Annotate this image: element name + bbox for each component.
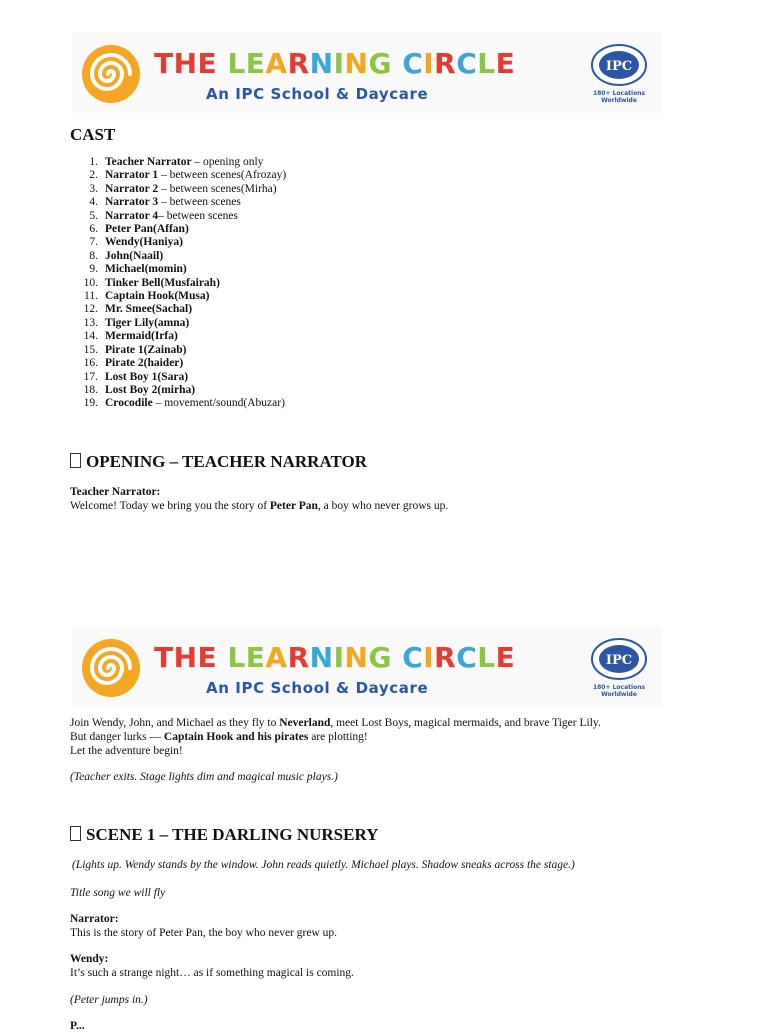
title-letter: L: [227, 47, 246, 80]
cast-item: 15. Pirate 1(Zainab): [83, 343, 187, 356]
intro-line-1: Join Wendy, John, and Michael as they fly to Neverland, meet Lost Boys, magical mermaids, and brave Tiger Lily.: [70, 717, 601, 729]
cast-heading: CAST: [70, 125, 116, 144]
school-banner: [72, 627, 662, 707]
cast-item: 17. Lost Boy 1(Sara): [83, 370, 189, 383]
seal-letters: IPC: [605, 59, 633, 74]
seal-caption: 180+ Locations Worldwide: [592, 684, 646, 698]
cast-item: 4. Narrator 3 – between scenes: [89, 196, 241, 209]
seal-letters: IPC: [605, 653, 633, 668]
title-letter: E: [197, 47, 218, 80]
title-letter: C: [402, 47, 424, 80]
cast-item: 2. Narrator 1 – between scenes(Afrozay): [89, 169, 287, 182]
speaker-label: Narrator:: [70, 913, 119, 925]
cast-item: 14. Mermaid(Irfa): [83, 330, 178, 343]
seal-caption: 180+ Locations Worldwide: [592, 90, 646, 104]
title-letter: R: [287, 641, 310, 674]
title-letter: E: [197, 641, 218, 674]
cast-item: 13. Tiger Lily(amna): [83, 316, 190, 329]
title-letter: R: [287, 47, 310, 80]
opening-line: Welcome! Today we bring you the story of Peter Pan, a boy who never grows up.: [70, 500, 449, 512]
banner-subtitle: An IPC School & Daycare: [206, 85, 429, 103]
title-letter: G: [368, 47, 392, 80]
intro-line-2: But danger lurks — Captain Hook and his pirates are plotting!: [70, 731, 368, 743]
opening-heading: OPENING – TEACHER NARRATOR: [70, 452, 367, 472]
title-letter: C: [456, 641, 478, 674]
title-letter: E: [495, 47, 516, 80]
title-letter: E: [245, 47, 266, 80]
title-letter: H: [173, 47, 198, 80]
title-letter: A: [265, 47, 288, 80]
title-letter: N: [309, 47, 334, 80]
cast-item: 18. Lost Boy 2(mirha): [83, 383, 196, 396]
title-letter: [392, 47, 402, 80]
banner-title: [154, 47, 515, 80]
title-letter: A: [265, 641, 288, 674]
cast-item: 3. Narrator 2 – between scenes(Mirha): [89, 182, 277, 195]
title-letter: N: [309, 641, 334, 674]
cast-item: 5. Narrator 4– between scenes: [89, 209, 238, 222]
title-letter: L: [477, 47, 496, 80]
title-letter: [392, 641, 402, 674]
cast-item: 10. Tinker Bell(Musfairah): [83, 276, 220, 289]
speaker-label: Teacher Narrator:: [70, 486, 161, 498]
title-letter: E: [495, 641, 516, 674]
title-letter: L: [477, 641, 496, 674]
title-letter: E: [245, 641, 266, 674]
scene1-heading: SCENE 1 – THE DARLING NURSERY: [70, 825, 378, 845]
swirl-logo-icon: [80, 637, 142, 699]
title-letter: C: [456, 47, 478, 80]
cast-list: [70, 156, 286, 411]
dialogue-line: This is the story of Peter Pan, the boy who never grew up.: [70, 927, 338, 939]
ipc-seal-icon: [590, 637, 648, 681]
school-banner: [72, 33, 662, 113]
title-letter: I: [423, 47, 435, 80]
cast-item: 8. John(Naail): [89, 249, 164, 262]
title-letter: T: [154, 641, 174, 674]
title-letter: [217, 47, 227, 80]
speaker-label-cut: P...: [70, 1020, 85, 1032]
song-note: Title song we will fly: [70, 887, 166, 899]
cast-item: 19. Crocodile – movement/sound(Abuzar): [83, 397, 285, 410]
title-letter: G: [368, 641, 392, 674]
title-letter: H: [173, 641, 198, 674]
cast-item: 1. Teacher Narrator – opening only: [89, 156, 264, 168]
cast-item: 16. Pirate 2(haider): [83, 357, 184, 370]
cast-item: 6. Peter Pan(Affan): [89, 223, 189, 236]
ipc-seal-icon: [590, 43, 648, 87]
cast-item: 7. Wendy(Haniya): [89, 236, 183, 249]
title-letter: I: [423, 641, 435, 674]
stage-direction: (Lights up. Wendy stands by the window. John reads quietly. Michael plays. Shadow sneaks across the stage.): [72, 859, 575, 871]
banner-subtitle: An IPC School & Daycare: [206, 679, 429, 697]
cast-item: 9. Michael(momin): [89, 263, 187, 276]
swirl-logo-icon: [80, 43, 142, 105]
title-letter: R: [434, 641, 457, 674]
title-letter: N: [344, 641, 369, 674]
stage-direction: (Peter jumps in.): [70, 994, 148, 1006]
intro-line-3: Let the adventure begin!: [70, 745, 183, 757]
title-letter: T: [154, 47, 174, 80]
missing-glyph-icon: [70, 453, 81, 468]
cast-item: 11. Captain Hook(Musa): [84, 290, 210, 303]
stage-direction: (Teacher exits. Stage lights dim and magical music plays.): [70, 771, 338, 783]
title-letter: L: [227, 641, 246, 674]
title-letter: I: [333, 47, 345, 80]
title-letter: R: [434, 47, 457, 80]
title-letter: C: [402, 641, 424, 674]
dialogue-line: It’s such a strange night… as if something magical is coming.: [70, 967, 354, 979]
banner-title: [154, 641, 515, 674]
speaker-label: Wendy:: [70, 953, 109, 965]
title-letter: I: [333, 641, 345, 674]
title-letter: N: [344, 47, 369, 80]
title-letter: [217, 641, 227, 674]
missing-glyph-icon: [70, 826, 81, 841]
cast-item: 12. Mr. Smee(Sachal): [83, 303, 193, 316]
